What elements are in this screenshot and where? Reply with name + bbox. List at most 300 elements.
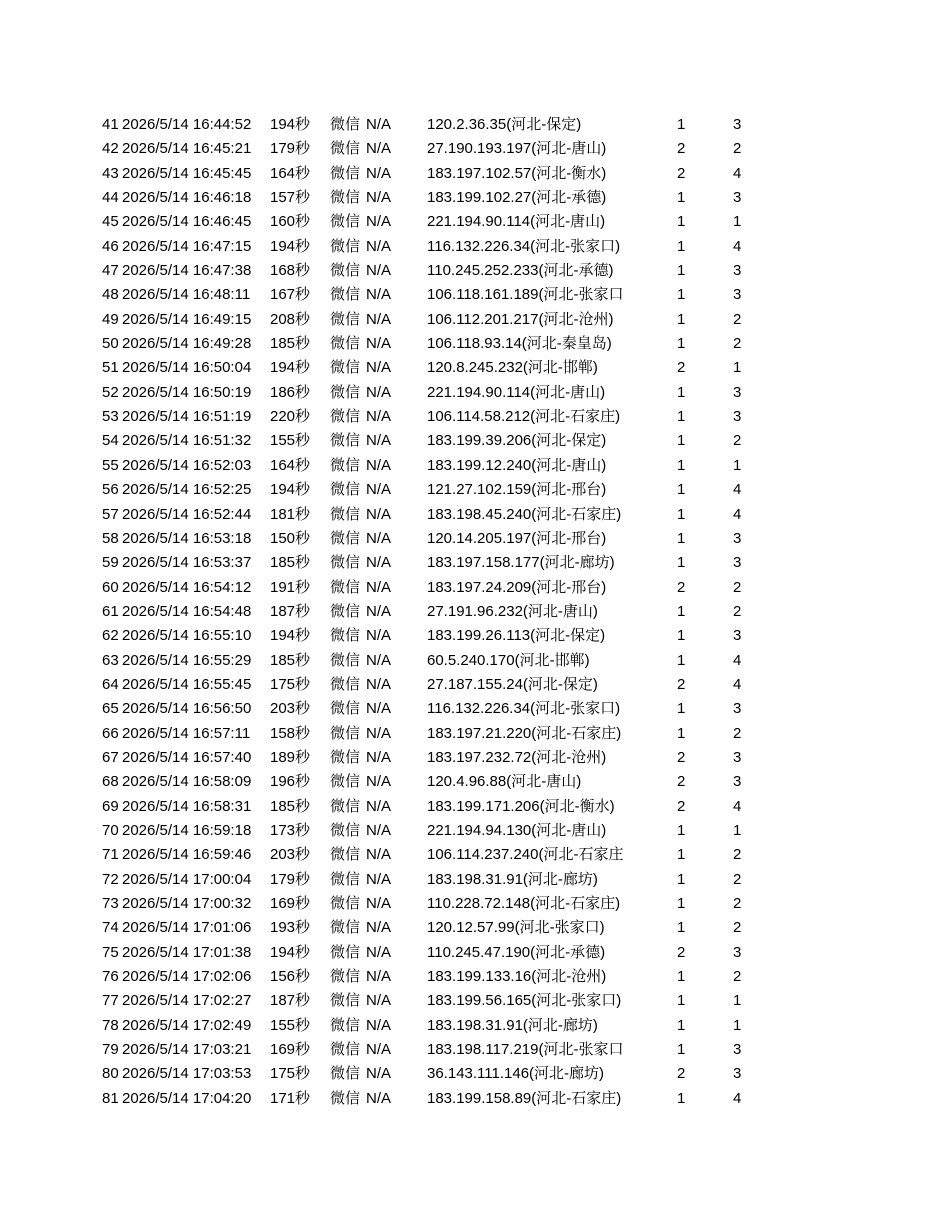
table-row bbox=[0, 187, 950, 211]
score-b-cell: 2 bbox=[733, 578, 742, 596]
score-b-cell: 2 bbox=[733, 919, 742, 937]
row-number-cell: 41 bbox=[102, 116, 119, 133]
source-channel-cell: 微信 bbox=[330, 821, 361, 839]
source-channel-cell: 微信 bbox=[330, 943, 361, 961]
score-a-cell: 1 bbox=[677, 602, 686, 620]
row-number-cell: 59 bbox=[102, 554, 119, 572]
score-b-cell: 1 bbox=[733, 213, 742, 231]
score-b-cell: 3 bbox=[733, 189, 742, 207]
submit-time-cell: 2026/5/14 17:03:21 bbox=[122, 1041, 252, 1059]
table-row bbox=[0, 577, 950, 601]
ip-location-cell: 183.197.102.57(河北-衡水) bbox=[427, 164, 607, 182]
score-b-cell: 2 bbox=[733, 310, 742, 328]
na-value-cell: N/A bbox=[366, 189, 392, 207]
row-number-cell: 66 bbox=[102, 724, 119, 742]
row-number-cell: 57 bbox=[102, 505, 119, 523]
row-number-cell: 44 bbox=[102, 189, 119, 207]
na-value-cell: N/A bbox=[366, 773, 392, 791]
ip-location-cell: 121.27.102.159(河北-邢台) bbox=[427, 481, 607, 499]
score-a-cell: 2 bbox=[677, 1065, 686, 1083]
duration-cell: 194秒 bbox=[270, 359, 311, 377]
score-b-cell: 3 bbox=[733, 1041, 742, 1059]
score-b-cell: 1 bbox=[733, 359, 742, 377]
source-channel-cell: 微信 bbox=[330, 724, 361, 742]
table-row bbox=[0, 844, 950, 868]
ip-location-cell: 183.199.39.206(河北-保定) bbox=[427, 432, 607, 450]
source-channel-cell: 微信 bbox=[330, 1016, 361, 1034]
ip-location-cell: 221.194.90.114(河北-唐山) bbox=[427, 383, 606, 401]
duration-cell: 171秒 bbox=[270, 1089, 311, 1107]
duration-cell: 187秒 bbox=[270, 602, 311, 620]
ip-location-cell: 183.197.158.177(河北-廊坊) bbox=[427, 554, 615, 572]
source-channel-cell: 微信 bbox=[330, 773, 361, 791]
score-b-cell: 4 bbox=[733, 1089, 742, 1107]
spreadsheet-body bbox=[0, 114, 950, 1112]
submit-time-cell: 2026/5/14 16:52:44 bbox=[122, 505, 252, 523]
ip-location-cell: 183.198.31.91(河北-廊坊) bbox=[427, 870, 598, 888]
na-value-cell: N/A bbox=[366, 602, 392, 620]
score-b-cell: 3 bbox=[733, 773, 742, 791]
source-channel-cell: 微信 bbox=[330, 602, 361, 620]
score-b-cell: 3 bbox=[733, 262, 742, 280]
table-row bbox=[0, 138, 950, 162]
score-a-cell: 2 bbox=[677, 773, 686, 791]
row-number-cell: 61 bbox=[102, 602, 119, 620]
na-value-cell: N/A bbox=[366, 359, 392, 377]
source-channel-cell: 微信 bbox=[330, 383, 361, 401]
score-b-cell: 3 bbox=[733, 700, 742, 718]
source-channel-cell: 微信 bbox=[330, 992, 361, 1010]
table-row bbox=[0, 869, 950, 893]
duration-cell: 179秒 bbox=[270, 870, 311, 888]
duration-cell: 175秒 bbox=[270, 1065, 311, 1083]
score-a-cell: 2 bbox=[677, 578, 686, 596]
na-value-cell: N/A bbox=[366, 578, 392, 596]
row-number-cell: 72 bbox=[102, 870, 119, 888]
table-row bbox=[0, 723, 950, 747]
duration-cell: 155秒 bbox=[270, 1016, 311, 1034]
submit-time-cell: 2026/5/14 16:59:18 bbox=[122, 821, 252, 839]
source-channel-cell: 微信 bbox=[330, 310, 361, 328]
ip-location-cell: 183.197.21.220(河北-石家庄) bbox=[427, 724, 622, 742]
duration-cell: 203秒 bbox=[270, 846, 311, 864]
duration-cell: 185秒 bbox=[270, 335, 311, 353]
table-row bbox=[0, 236, 950, 260]
ip-location-cell: 221.194.94.130(河北-唐山) bbox=[427, 821, 607, 839]
score-b-cell: 3 bbox=[733, 554, 742, 572]
row-number-cell: 77 bbox=[102, 992, 119, 1010]
table-row bbox=[0, 990, 950, 1014]
ip-location-cell: 120.12.57.99(河北-张家口) bbox=[427, 919, 605, 937]
ip-location-cell: 36.143.111.146(河北-廊坊) bbox=[427, 1065, 605, 1083]
score-b-cell: 1 bbox=[733, 1016, 742, 1034]
source-channel-cell: 微信 bbox=[330, 164, 361, 182]
source-channel-cell: 微信 bbox=[330, 919, 361, 937]
ip-location-cell: 27.187.155.24(河北-保定) bbox=[427, 675, 598, 693]
score-a-cell: 1 bbox=[677, 554, 686, 572]
row-number-cell: 81 bbox=[102, 1089, 119, 1107]
row-number-cell: 67 bbox=[102, 748, 119, 766]
ip-location-cell: 116.132.226.34(河北-张家口) bbox=[427, 237, 621, 255]
ip-location-cell: 183.199.171.206(河北-衡水) bbox=[427, 797, 615, 815]
score-b-cell: 1 bbox=[733, 456, 742, 474]
source-channel-cell: 微信 bbox=[330, 189, 361, 207]
duration-cell: 160秒 bbox=[270, 213, 311, 231]
submit-time-cell: 2026/5/14 16:44:52 bbox=[122, 116, 252, 133]
score-a-cell: 1 bbox=[677, 408, 686, 426]
row-number-cell: 70 bbox=[102, 821, 119, 839]
table-row bbox=[0, 698, 950, 722]
score-a-cell: 1 bbox=[677, 724, 686, 742]
row-number-cell: 47 bbox=[102, 262, 119, 280]
table-row bbox=[0, 163, 950, 187]
ip-location-cell: 120.8.245.232(河北-邯郸) bbox=[427, 359, 598, 377]
table-row bbox=[0, 917, 950, 941]
source-channel-cell: 微信 bbox=[330, 481, 361, 499]
duration-cell: 168秒 bbox=[270, 262, 311, 280]
score-a-cell: 1 bbox=[677, 335, 686, 353]
duration-cell: 167秒 bbox=[270, 286, 311, 304]
source-channel-cell: 微信 bbox=[330, 286, 361, 304]
na-value-cell: N/A bbox=[366, 310, 392, 328]
row-number-cell: 48 bbox=[102, 286, 119, 304]
score-a-cell: 1 bbox=[677, 1041, 686, 1059]
submit-time-cell: 2026/5/14 16:57:11 bbox=[122, 724, 251, 742]
row-number-cell: 55 bbox=[102, 456, 119, 474]
source-channel-cell: 微信 bbox=[330, 700, 361, 718]
row-number-cell: 63 bbox=[102, 651, 119, 669]
submit-time-cell: 2026/5/14 17:00:32 bbox=[122, 895, 252, 912]
submit-time-cell: 2026/5/14 16:47:15 bbox=[122, 237, 252, 255]
na-value-cell: N/A bbox=[366, 554, 392, 572]
ip-location-cell: 116.132.226.34(河北-张家口) bbox=[427, 700, 621, 718]
table-row bbox=[0, 796, 950, 820]
score-a-cell: 1 bbox=[677, 310, 686, 328]
score-a-cell: 2 bbox=[677, 140, 686, 158]
ip-location-cell: 183.199.26.113(河北-保定) bbox=[427, 627, 606, 645]
submit-time-cell: 2026/5/14 17:01:38 bbox=[122, 943, 252, 961]
duration-cell: 189秒 bbox=[270, 748, 311, 766]
source-channel-cell: 微信 bbox=[330, 529, 361, 547]
row-number-cell: 56 bbox=[102, 481, 119, 499]
score-b-cell: 3 bbox=[733, 529, 742, 547]
row-number-cell: 71 bbox=[102, 846, 119, 864]
table-row bbox=[0, 893, 950, 917]
submit-time-cell: 2026/5/14 16:45:21 bbox=[122, 140, 252, 158]
row-number-cell: 54 bbox=[102, 432, 119, 450]
duration-cell: 181秒 bbox=[270, 505, 311, 523]
score-b-cell: 3 bbox=[733, 116, 742, 133]
na-value-cell: N/A bbox=[366, 724, 392, 742]
ip-location-cell: 110.245.47.190(河北-承德) bbox=[427, 943, 606, 961]
row-number-cell: 58 bbox=[102, 529, 119, 547]
row-number-cell: 73 bbox=[102, 895, 119, 912]
na-value-cell: N/A bbox=[366, 456, 392, 474]
duration-cell: 164秒 bbox=[270, 456, 311, 474]
source-channel-cell: 微信 bbox=[330, 1065, 361, 1083]
score-a-cell: 2 bbox=[677, 359, 686, 377]
row-number-cell: 42 bbox=[102, 140, 119, 158]
score-b-cell: 3 bbox=[733, 943, 742, 961]
score-b-cell: 2 bbox=[733, 432, 742, 450]
duration-cell: 175秒 bbox=[270, 675, 311, 693]
row-number-cell: 62 bbox=[102, 627, 119, 645]
na-value-cell: N/A bbox=[366, 797, 392, 815]
table-row bbox=[0, 333, 950, 357]
submit-time-cell: 2026/5/14 16:54:48 bbox=[122, 602, 252, 620]
table-row bbox=[0, 674, 950, 698]
table-row bbox=[0, 406, 950, 430]
na-value-cell: N/A bbox=[366, 943, 392, 961]
row-number-cell: 43 bbox=[102, 164, 119, 182]
duration-cell: 157秒 bbox=[270, 189, 311, 207]
duration-cell: 185秒 bbox=[270, 554, 311, 572]
duration-cell: 185秒 bbox=[270, 797, 311, 815]
score-a-cell: 1 bbox=[677, 1089, 686, 1107]
source-channel-cell: 微信 bbox=[330, 262, 361, 280]
score-a-cell: 1 bbox=[677, 383, 686, 401]
source-channel-cell: 微信 bbox=[330, 895, 361, 912]
na-value-cell: N/A bbox=[366, 432, 392, 450]
na-value-cell: N/A bbox=[366, 213, 392, 231]
table-row bbox=[0, 1063, 950, 1087]
source-channel-cell: 微信 bbox=[330, 554, 361, 572]
row-number-cell: 79 bbox=[102, 1041, 119, 1059]
table-row bbox=[0, 1088, 950, 1112]
table-row bbox=[0, 820, 950, 844]
source-channel-cell: 微信 bbox=[330, 797, 361, 815]
submit-time-cell: 2026/5/14 16:52:03 bbox=[122, 456, 252, 474]
score-b-cell: 2 bbox=[733, 895, 742, 912]
score-a-cell: 2 bbox=[677, 675, 686, 693]
na-value-cell: N/A bbox=[366, 529, 392, 547]
score-a-cell: 1 bbox=[677, 1016, 686, 1034]
row-number-cell: 76 bbox=[102, 968, 119, 986]
table-row bbox=[0, 966, 950, 990]
source-channel-cell: 微信 bbox=[330, 237, 361, 255]
source-channel-cell: 微信 bbox=[330, 359, 361, 377]
submit-time-cell: 2026/5/14 16:46:45 bbox=[122, 213, 252, 231]
duration-cell: 156秒 bbox=[270, 968, 311, 986]
source-channel-cell: 微信 bbox=[330, 432, 361, 450]
ip-location-cell: 106.114.237.240(河北-石家庄 bbox=[427, 846, 624, 864]
row-number-cell: 50 bbox=[102, 335, 119, 353]
row-number-cell: 75 bbox=[102, 943, 119, 961]
duration-cell: 169秒 bbox=[270, 895, 311, 912]
score-b-cell: 4 bbox=[733, 237, 742, 255]
submit-time-cell: 2026/5/14 16:53:18 bbox=[122, 529, 252, 547]
ip-location-cell: 183.198.31.91(河北-廊坊) bbox=[427, 1016, 598, 1034]
source-channel-cell: 微信 bbox=[330, 870, 361, 888]
score-a-cell: 1 bbox=[677, 846, 686, 864]
table-row bbox=[0, 1015, 950, 1039]
submit-time-cell: 2026/5/14 16:56:50 bbox=[122, 700, 252, 718]
submit-time-cell: 2026/5/14 16:49:28 bbox=[122, 335, 252, 353]
score-b-cell: 1 bbox=[733, 992, 742, 1010]
submit-time-cell: 2026/5/14 16:50:19 bbox=[122, 383, 252, 401]
submit-time-cell: 2026/5/14 16:58:31 bbox=[122, 797, 252, 815]
score-a-cell: 2 bbox=[677, 164, 686, 182]
na-value-cell: N/A bbox=[366, 481, 392, 499]
na-value-cell: N/A bbox=[366, 116, 392, 133]
table-row bbox=[0, 747, 950, 771]
source-channel-cell: 微信 bbox=[330, 408, 361, 426]
ip-location-cell: 27.191.96.232(河北-唐山) bbox=[427, 602, 598, 620]
row-number-cell: 74 bbox=[102, 919, 119, 937]
score-a-cell: 1 bbox=[677, 651, 686, 669]
score-a-cell: 1 bbox=[677, 189, 686, 207]
duration-cell: 194秒 bbox=[270, 237, 311, 255]
ip-location-cell: 120.14.205.197(河北-邢台) bbox=[427, 529, 607, 547]
table-row bbox=[0, 455, 950, 479]
ip-location-cell: 120.2.36.35(河北-保定) bbox=[427, 116, 582, 133]
row-number-cell: 69 bbox=[102, 797, 119, 815]
ip-location-cell: 183.199.56.165(河北-张家口) bbox=[427, 992, 622, 1010]
duration-cell: 169秒 bbox=[270, 1041, 311, 1059]
duration-cell: 208秒 bbox=[270, 310, 311, 328]
ip-location-cell: 183.197.24.209(河北-邢台) bbox=[427, 578, 607, 596]
score-b-cell: 4 bbox=[733, 481, 742, 499]
duration-cell: 220秒 bbox=[270, 408, 311, 426]
score-a-cell: 1 bbox=[677, 968, 686, 986]
score-b-cell: 3 bbox=[733, 627, 742, 645]
score-b-cell: 4 bbox=[733, 164, 742, 182]
score-a-cell: 2 bbox=[677, 943, 686, 961]
na-value-cell: N/A bbox=[366, 1041, 392, 1059]
duration-cell: 194秒 bbox=[270, 116, 311, 133]
source-channel-cell: 微信 bbox=[330, 846, 361, 864]
source-channel-cell: 微信 bbox=[330, 456, 361, 474]
source-channel-cell: 微信 bbox=[330, 116, 361, 133]
na-value-cell: N/A bbox=[366, 383, 392, 401]
source-channel-cell: 微信 bbox=[330, 748, 361, 766]
table-row bbox=[0, 942, 950, 966]
row-number-cell: 68 bbox=[102, 773, 119, 791]
score-b-cell: 4 bbox=[733, 675, 742, 693]
ip-location-cell: 183.199.12.240(河北-唐山) bbox=[427, 456, 607, 474]
ip-location-cell: 106.118.93.14(河北-秦皇岛) bbox=[427, 335, 612, 353]
submit-time-cell: 2026/5/14 16:50:04 bbox=[122, 359, 252, 377]
submit-time-cell: 2026/5/14 17:03:53 bbox=[122, 1065, 252, 1083]
submit-time-cell: 2026/5/14 16:49:15 bbox=[122, 310, 252, 328]
table-row bbox=[0, 211, 950, 235]
score-b-cell: 2 bbox=[733, 870, 742, 888]
na-value-cell: N/A bbox=[366, 870, 392, 888]
ip-location-cell: 183.199.158.89(河北-石家庄) bbox=[427, 1089, 622, 1107]
score-a-cell: 1 bbox=[677, 432, 686, 450]
ip-location-cell: 27.190.193.197(河北-唐山) bbox=[427, 140, 607, 158]
source-channel-cell: 微信 bbox=[330, 1089, 361, 1107]
submit-time-cell: 2026/5/14 16:55:45 bbox=[122, 675, 252, 693]
score-a-cell: 1 bbox=[677, 505, 686, 523]
ip-location-cell: 183.198.117.219(河北-张家口 bbox=[427, 1041, 624, 1059]
na-value-cell: N/A bbox=[366, 700, 392, 718]
table-row bbox=[0, 528, 950, 552]
duration-cell: 203秒 bbox=[270, 700, 311, 718]
table-row bbox=[0, 771, 950, 795]
duration-cell: 194秒 bbox=[270, 943, 311, 961]
na-value-cell: N/A bbox=[366, 286, 392, 304]
source-channel-cell: 微信 bbox=[330, 651, 361, 669]
submit-time-cell: 2026/5/14 17:01:06 bbox=[122, 919, 252, 937]
source-channel-cell: 微信 bbox=[330, 140, 361, 158]
duration-cell: 164秒 bbox=[270, 164, 311, 182]
row-number-cell: 80 bbox=[102, 1065, 119, 1083]
row-number-cell: 60 bbox=[102, 578, 119, 596]
row-number-cell: 51 bbox=[102, 359, 119, 377]
source-channel-cell: 微信 bbox=[330, 213, 361, 231]
duration-cell: 185秒 bbox=[270, 651, 311, 669]
na-value-cell: N/A bbox=[366, 846, 392, 864]
score-b-cell: 2 bbox=[733, 724, 742, 742]
row-number-cell: 46 bbox=[102, 237, 119, 255]
row-number-cell: 78 bbox=[102, 1016, 119, 1034]
table-row bbox=[0, 309, 950, 333]
score-a-cell: 1 bbox=[677, 213, 686, 231]
source-channel-cell: 微信 bbox=[330, 627, 361, 645]
ip-location-cell: 183.197.232.72(河北-沧州) bbox=[427, 748, 607, 766]
table-row bbox=[0, 114, 950, 138]
source-channel-cell: 微信 bbox=[330, 505, 361, 523]
score-a-cell: 1 bbox=[677, 456, 686, 474]
na-value-cell: N/A bbox=[366, 1089, 392, 1107]
table-row bbox=[0, 625, 950, 649]
submit-time-cell: 2026/5/14 16:54:12 bbox=[122, 578, 252, 596]
score-a-cell: 1 bbox=[677, 286, 686, 304]
duration-cell: 194秒 bbox=[270, 627, 311, 645]
score-a-cell: 1 bbox=[677, 237, 686, 255]
na-value-cell: N/A bbox=[366, 821, 392, 839]
duration-cell: 186秒 bbox=[270, 383, 311, 401]
score-b-cell: 2 bbox=[733, 602, 742, 620]
score-b-cell: 1 bbox=[733, 821, 742, 839]
na-value-cell: N/A bbox=[366, 262, 392, 280]
ip-location-cell: 183.198.45.240(河北-石家庄) bbox=[427, 505, 622, 523]
score-b-cell: 4 bbox=[733, 797, 742, 815]
ip-location-cell: 106.112.201.217(河北-沧州) bbox=[427, 310, 614, 328]
score-b-cell: 4 bbox=[733, 651, 742, 669]
source-channel-cell: 微信 bbox=[330, 1041, 361, 1059]
submit-time-cell: 2026/5/14 17:02:27 bbox=[122, 992, 252, 1010]
score-a-cell: 1 bbox=[677, 895, 686, 912]
ip-location-cell: 60.5.240.170(河北-邯郸) bbox=[427, 651, 590, 669]
ip-location-cell: 106.114.58.212(河北-石家庄) bbox=[427, 408, 621, 426]
na-value-cell: N/A bbox=[366, 748, 392, 766]
score-a-cell: 1 bbox=[677, 481, 686, 499]
ip-location-cell: 106.118.161.189(河北-张家口 bbox=[427, 286, 624, 304]
score-a-cell: 1 bbox=[677, 262, 686, 280]
duration-cell: 193秒 bbox=[270, 919, 311, 937]
submit-time-cell: 2026/5/14 17:02:49 bbox=[122, 1016, 252, 1034]
source-channel-cell: 微信 bbox=[330, 968, 361, 986]
score-b-cell: 3 bbox=[733, 1065, 742, 1083]
score-b-cell: 3 bbox=[733, 748, 742, 766]
duration-cell: 155秒 bbox=[270, 432, 311, 450]
table-row bbox=[0, 284, 950, 308]
score-b-cell: 2 bbox=[733, 140, 742, 158]
score-a-cell: 1 bbox=[677, 529, 686, 547]
table-row bbox=[0, 430, 950, 454]
table-row bbox=[0, 552, 950, 576]
ip-location-cell: 221.194.90.114(河北-唐山) bbox=[427, 213, 606, 231]
submit-time-cell: 2026/5/14 16:51:19 bbox=[122, 408, 252, 426]
na-value-cell: N/A bbox=[366, 140, 392, 158]
score-a-cell: 2 bbox=[677, 748, 686, 766]
table-row bbox=[0, 504, 950, 528]
na-value-cell: N/A bbox=[366, 408, 392, 426]
ip-location-cell: 183.199.102.27(河北-承德) bbox=[427, 189, 607, 207]
na-value-cell: N/A bbox=[366, 895, 392, 912]
